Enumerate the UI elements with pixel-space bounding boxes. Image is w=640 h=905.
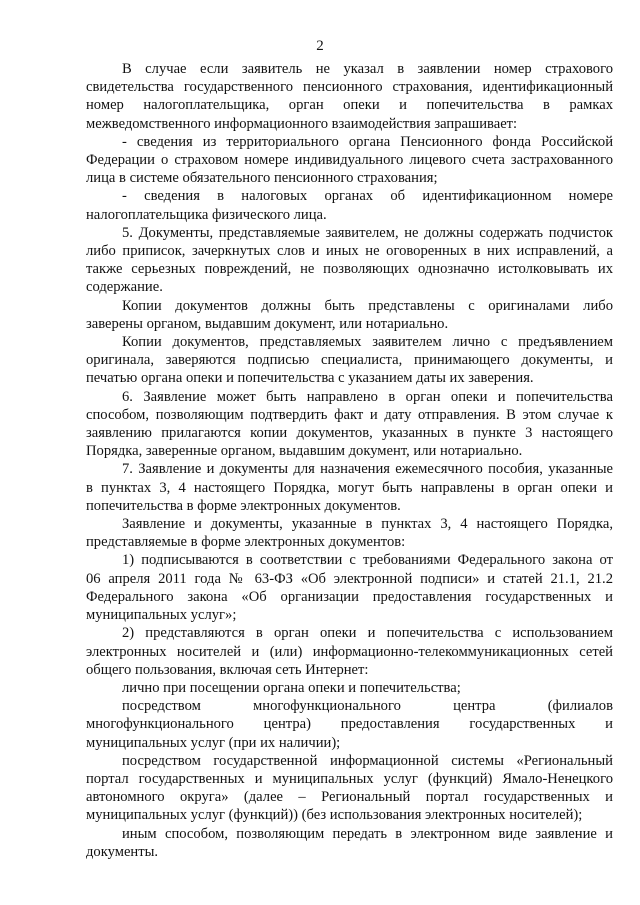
text-line: лица в системе обязательного пенсионного страхования; bbox=[86, 170, 438, 187]
text-line: Копии документов должны быть представлены с оригиналами либо bbox=[122, 297, 613, 314]
text-line: посредством государственной информационной системы «Региональный bbox=[122, 752, 613, 769]
text-line: 7. Заявление и документы для назначения ежемесячного пособия, указанные bbox=[122, 461, 613, 478]
text-line: попечительства в форме электронных документов. bbox=[86, 497, 401, 514]
text-line: портал государственных и муниципальных услуг (функций) Ямало-Ненецкого bbox=[86, 770, 613, 787]
text-line: муниципальных услуг (функций)) (без использования электронных носителей); bbox=[86, 807, 583, 824]
text-line: номер налогоплательщика, орган опеки и попечительства в рамках bbox=[86, 97, 613, 114]
text-line: содержание. bbox=[86, 279, 163, 296]
text-line: В случае если заявитель не указал в заявлении номер страхового bbox=[122, 61, 613, 77]
text-line: многофункционального центра) предоставления государственных и bbox=[86, 716, 613, 733]
text-line: Заявление и документы, указанные в пунктах 3, 4 настоящего Порядка, bbox=[122, 516, 613, 533]
text-line: 5. Документы, представляемые заявителем, не должны содержать подчисток bbox=[122, 224, 613, 241]
text-line: 1) подписываются в соответствии с требованиями Федерального закона от bbox=[122, 552, 613, 569]
text-line: свидетельства государственного пенсионного страхования, идентификационный bbox=[86, 79, 613, 96]
page-number: 2 bbox=[316, 38, 324, 54]
text-line: 2) представляются в орган опеки и попечительства с использованием bbox=[122, 625, 613, 642]
text-line: заверены органом, выдавшим документ, или нотариально. bbox=[86, 315, 449, 332]
text-line: также серьезных повреждений, не позволяющих однозначно истолковывать их bbox=[86, 261, 613, 278]
text-line: - сведения из территориального органа Пенсионного фонда Российской bbox=[122, 133, 613, 150]
text-line: электронных носителей и (или) информационно-телекоммуникационных сетей bbox=[86, 643, 613, 660]
text-line: иным способом, позволяющим передать в электронном виде заявление и bbox=[122, 825, 613, 842]
text-line: лично при посещении органа опеки и попечительства; bbox=[122, 679, 461, 696]
text-line: Копии документов, представляемых заявителем лично с предъявлением bbox=[122, 334, 613, 351]
text-line: автономного округа» (далее – Региональный портал государственных и bbox=[86, 789, 613, 806]
text-line: Федерации о страховом номере индивидуального лицевого счета застрахованного bbox=[86, 152, 613, 169]
text-line: оригинала, заверяются подписью специалиста, принимающего документы, и bbox=[86, 352, 613, 369]
text-line: Федерального закона «Об организации предоставления государственных и bbox=[86, 588, 613, 605]
text-line: 06 апреля 2011 года № 63-ФЗ «Об электронной подписи» и статей 21.1, 21.2 bbox=[86, 570, 613, 587]
text-line: общего пользования, включая сеть Интернет: bbox=[86, 661, 369, 678]
text-line: представляемые в форме электронных документов: bbox=[86, 534, 406, 551]
text-line: - сведения в налоговых органах об идентификационном номере bbox=[122, 188, 613, 205]
text-line: муниципальных услуг»; bbox=[86, 607, 237, 624]
text-line: межведомственного информационного взаимодействия запрашивает: bbox=[86, 115, 518, 132]
text-line: налогоплательщика физического лица. bbox=[86, 206, 327, 223]
text-line: печатью органа опеки и попечительства с указанием даты их заверения. bbox=[86, 370, 534, 387]
text-line: способом, позволяющим подтвердить факт и дату отправления. В этом случае к bbox=[86, 406, 613, 423]
document-body bbox=[86, 60, 613, 861]
text-line: муниципальных услуг (при их наличии); bbox=[86, 734, 341, 751]
text-line: в пунктах 3, 4 настоящего Порядка, могут быть направлены в орган опеки и bbox=[86, 479, 613, 496]
text-line: 6. Заявление может быть направлено в орган опеки и попечительства bbox=[122, 388, 613, 405]
text-line: посредством многофункционального центра (филиалов bbox=[122, 698, 613, 715]
text-line: заявлению прилагаются копии документов, указанных в пункте 3 настоящего bbox=[86, 425, 613, 442]
text-line: документы. bbox=[86, 843, 159, 860]
text-line: либо приписок, зачеркнутых слов и иных не оговоренных в них исправлений, а bbox=[86, 243, 613, 260]
text-line: Порядка, заверенные органом, выдавшим документ, или нотариально. bbox=[86, 443, 523, 460]
